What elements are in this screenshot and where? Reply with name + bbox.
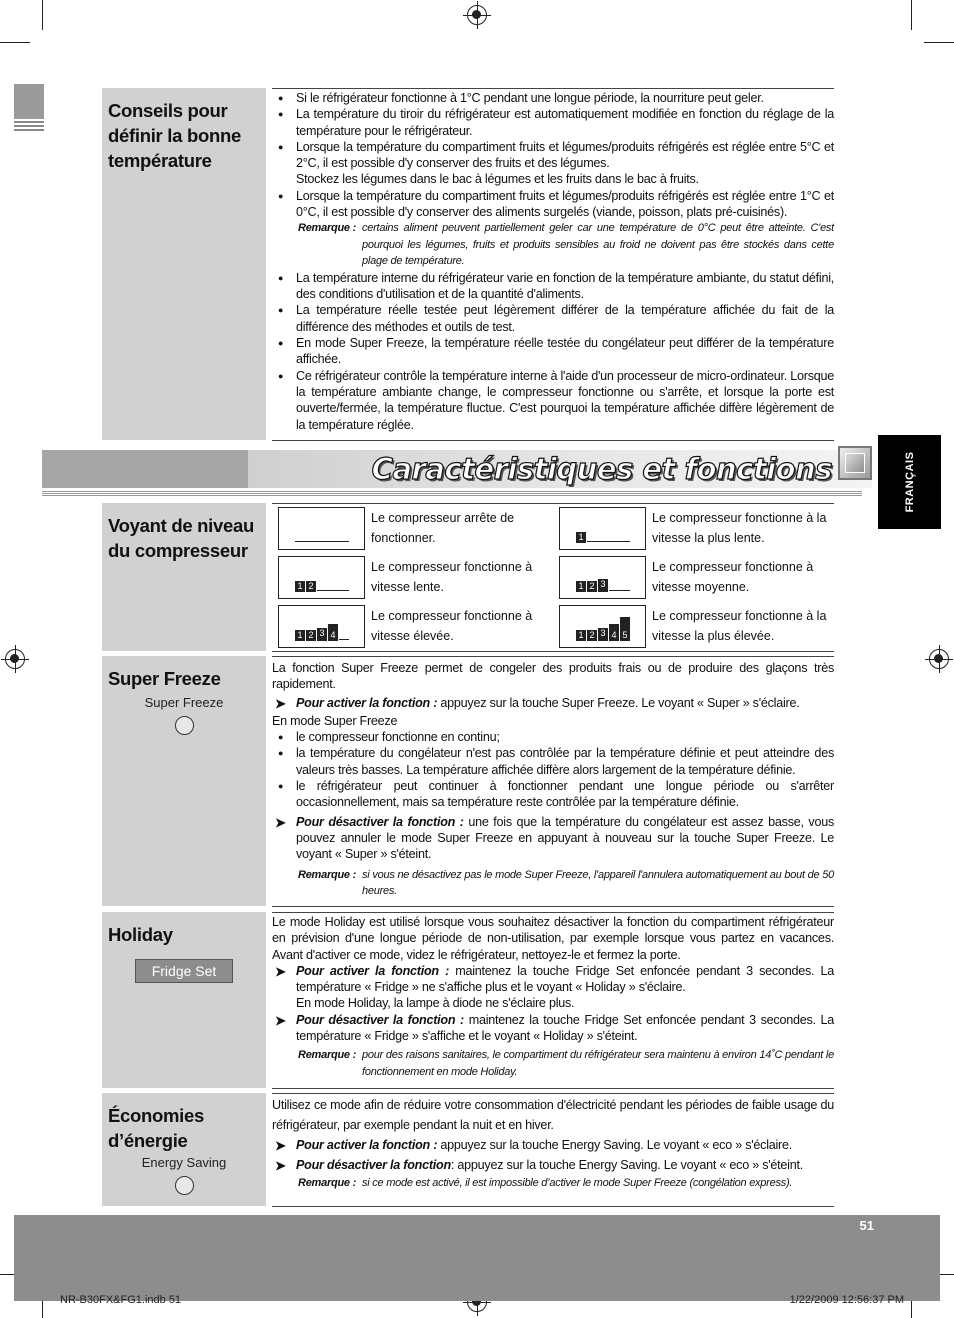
- indicator-baseline: [339, 639, 349, 640]
- indicator-bars: [576, 579, 609, 592]
- remark-label: Remarque :: [298, 1177, 357, 1189]
- voyant-label-box: [102, 503, 266, 651]
- compressor-indicator-3: [559, 556, 646, 599]
- remark-label: Remarque :: [298, 1049, 357, 1062]
- list-item: ● la température du congélateur n'est pas contrôlée par la température définie et peut atteindre des valeurs très basses. La température affichée diffère alors largement de la température définie.: [272, 745, 834, 778]
- list-item: ● La température du tiroir du réfrigérateur est automatiquement modifiée en fonction du réglage de la température pour le réfrigérateur.: [272, 106, 834, 139]
- banner-square-icon: [838, 446, 872, 480]
- level-bar: 2: [587, 630, 597, 641]
- mode-line: En mode Super Freeze: [272, 713, 398, 728]
- list-item: ● Lorsque la température du compartiment fruits et légumes/produits réfrigérés est réglée entre 1°C et 0°C, il est possible d'y conserver des aliments surgelés (viande, poisson, plats pré-cuisinés).: [272, 188, 834, 221]
- remark-text: si ce mode est activé, il est impossible d’activer le mode Super Freeze (congélation express).: [362, 1177, 793, 1189]
- indicator-baseline: [295, 541, 349, 542]
- section-rule: [272, 88, 834, 89]
- arrow-right-icon: ➤: [275, 695, 286, 711]
- economies-label-box: [102, 1093, 266, 1206]
- indicator-text: Le compresseur arrête de fonctionner.: [371, 511, 515, 545]
- economies-intro: Utilisez ce mode afin de réduire votre consommation d'électricité pendant les périodes de faible usage du réfrigérateur, par exemple pendant la nuit et en hiver.: [272, 1098, 834, 1132]
- activate-text: maintenez la touche Fridge Set enfoncée pendant 3 secondes. La température « Fridge » ne s'affiche plus et le voyant « Holiday » s'éclaire.: [296, 963, 834, 995]
- indicator-bars: [295, 624, 339, 641]
- level-bar: 2: [587, 581, 597, 592]
- list-item: ● La température réelle testée peut légèrement différer de la température affichée du fait de la différence des méthodes et outils de test.: [272, 302, 834, 335]
- superfreeze-label-box: [102, 656, 266, 906]
- banner-title: Caractéristiques et fonctions: [371, 452, 832, 486]
- deactivate-text: une fois que la température du congélateur est assez basse, vous pouvez annuler le mode Super Freeze en appuyant à nouveau sur la touche Super Freeze. Le voyant « Super » s'éteint.: [296, 814, 834, 862]
- holiday-intro: Le mode Holiday est utilisé lorsque vous souhaitez désactiver la fonction du compartiment réfrigérateur en prévision d'une longue période de non-utilisation, par exemple lorsque vous partez en vacances. Avant d'activer ce mode, videz le réfrigérateur, nettoyez-le et fermez la porte.: [272, 915, 834, 962]
- level-bar: 2: [306, 630, 316, 641]
- activate-text: appuyez sur la touche Energy Saving. Le voyant « eco » s'éclaire.: [437, 1138, 792, 1152]
- indicator-text: Le compresseur fonctionne à vitesse lente.: [371, 560, 533, 594]
- compressor-indicator-1: [559, 507, 646, 550]
- deactivate-instruction: [272, 1012, 834, 1045]
- conseils-title: Conseils pour définir la bonne température: [108, 100, 241, 171]
- compressor-indicator-0: [278, 507, 365, 550]
- section-rule: [272, 440, 834, 441]
- deactivate-text: maintenez la touche Fridge Set enfoncée pendant 3 secondes. La température « Fridge » s'affiche et le voyant « Holiday » s'éteint.: [296, 1012, 834, 1044]
- economies-title: Économies d’énergie: [108, 1105, 204, 1151]
- conseils-label-box: [102, 88, 266, 440]
- page-number: 51: [859, 1218, 874, 1233]
- language-tab: [878, 435, 941, 529]
- registration-mark-icon: [467, 5, 487, 25]
- superfreeze-title: Super Freeze: [108, 668, 221, 689]
- list-item: [272, 139, 834, 188]
- fridge-set-button[interactable]: Fridge Set: [135, 959, 233, 983]
- deactivate-label: Pour désactiver la fonction: [296, 1158, 451, 1172]
- crop-mark: [911, 0, 912, 30]
- arrow-right-icon: ➤: [275, 1138, 286, 1153]
- economies-content: [272, 1095, 834, 1192]
- arrow-right-icon: ➤: [275, 1158, 286, 1173]
- remark: [272, 220, 834, 270]
- energy-saving-button-label: Energy Saving: [141, 1155, 227, 1170]
- activate-instruction: [272, 1135, 834, 1155]
- list-item: ● En mode Super Freeze, la température réelle testée du congélateur peut différer de la température affichée.: [272, 335, 834, 368]
- list-item: ● La température interne du réfrigérateur varie en fonction de la température ambiante, du statut défini, des conditions d'utilisation et de la quantité d'aliments.: [272, 270, 834, 303]
- holiday-content: [272, 914, 834, 1080]
- section-rule: [272, 656, 834, 657]
- section-rule: [272, 906, 834, 907]
- indicator-text: Le compresseur fonctionne à vitesse moyenne.: [652, 560, 814, 594]
- indicator-text: Le compresseur fonctionne à vitesse élevée.: [371, 609, 533, 643]
- indicator-baseline: [609, 590, 630, 591]
- arrow-right-icon: ➤: [275, 963, 286, 979]
- registration-mark-icon: [5, 649, 25, 669]
- level-bar: 4: [609, 624, 619, 641]
- level-bar: 3: [598, 628, 608, 641]
- deactivate-text: : appuyez sur la touche Energy Saving. Le voyant « eco » s'éteint.: [450, 1158, 803, 1172]
- list-item: ● Ce réfrigérateur contrôle la température interne à l'aide d'un processeur de micro-ordinateur. Lorsque la température ambiante change, le compresseur fonctionne ou s'arrête, et lorsque la porte est ouverte/fermée, la température fluctue. C'est pourquoi la température affichée diffère légèrement de la température réglée.: [272, 368, 834, 433]
- remark-label: Remarque :: [298, 222, 357, 235]
- remark-label: Remarque :: [298, 868, 357, 881]
- activate-text: appuyez sur la touche Super Freeze. Le voyant « Super » s'éclaire.: [437, 695, 800, 710]
- level-bar: 4: [328, 624, 338, 641]
- deactivate-instruction: [272, 814, 834, 863]
- section-rule: [272, 651, 834, 652]
- activate-extra: En mode Holiday, la lampe à diode ne s'éclaire plus.: [296, 996, 575, 1011]
- activate-label: Pour activer la fonction :: [296, 695, 438, 710]
- list-item: ● le réfrigérateur peut continuer à fonctionner pendant une longue période ou s'arrêter occasionnellement, mais sa température reste contrôlée par la température définie.: [272, 778, 834, 811]
- deactivate-label: Pour désactiver la fonction :: [296, 814, 464, 829]
- section-rule: [272, 1093, 834, 1094]
- section-rule: [272, 1088, 834, 1089]
- indicator-baseline: [587, 541, 630, 542]
- footer-bar: [14, 1215, 940, 1301]
- indicator-text: Le compresseur fonctionne à la vitesse la plus élevée.: [652, 609, 827, 643]
- banner-left-block: [42, 450, 248, 488]
- level-bar: 1: [295, 581, 305, 592]
- remark-text: certains aliment peuvent partiellement geler car une température de 0°C peut être atteinte. C'est pourquoi les légumes, fruits et produits sensibles au froid ne doivent pas être stockés dans cette plage de température.: [362, 222, 834, 268]
- arrow-right-icon: ➤: [275, 1012, 286, 1028]
- side-tab-lines: [14, 119, 44, 131]
- crop-mark: [924, 42, 954, 43]
- remark: [272, 867, 834, 900]
- arrow-right-icon: ➤: [275, 814, 286, 830]
- indicator-bars: [295, 581, 317, 592]
- crop-mark: [42, 0, 43, 30]
- list-item: ● le compresseur fonctionne en continu;: [272, 729, 834, 745]
- activate-instruction: [272, 963, 834, 1012]
- footer-date: 1/22/2009 12:56:37 PM: [789, 1294, 904, 1306]
- list-item: ● Si le réfrigérateur fonctionne à 1°C pendant une longue période, la nourriture peut geler.: [272, 90, 834, 106]
- level-bar: 1: [576, 532, 586, 543]
- energy-saving-button[interactable]: [175, 1176, 194, 1195]
- level-bar: 1: [295, 630, 305, 641]
- compressor-indicator-5: [559, 605, 646, 648]
- voyant-title: Voyant de niveau du compresseur: [108, 515, 254, 561]
- remark-text: si vous ne désactivez pas le mode Super Freeze, l'appareil l'annulera automatiquement au bout de 50 heures.: [362, 868, 834, 898]
- remark: [272, 1047, 834, 1080]
- activate-label: Pour activer la fonction :: [296, 963, 450, 978]
- level-bar: 1: [576, 581, 586, 592]
- compressor-indicator-2: [278, 556, 365, 599]
- language-tab-label: FRANÇAIS: [903, 451, 916, 513]
- indicator-bars: [576, 532, 587, 543]
- indicator-text: Le compresseur fonctionne à la vitesse la plus lente.: [652, 511, 827, 545]
- superfreeze-intro: La fonction Super Freeze permet de congeler des produits frais ou de produire des glaçons très rapidement.: [272, 661, 834, 692]
- section-rule: [272, 912, 834, 913]
- section-rule: [272, 503, 834, 504]
- crop-mark: [0, 42, 30, 43]
- level-bar: 3: [598, 579, 608, 592]
- activate-instruction: [272, 695, 834, 711]
- superfreeze-button-label: Super Freeze: [144, 695, 224, 710]
- registration-mark-icon: [929, 649, 949, 669]
- holiday-label-box: [102, 912, 266, 1088]
- level-bar: 5: [620, 617, 630, 641]
- level-bar: 2: [306, 581, 316, 592]
- activate-label: Pour activer la fonction :: [296, 1138, 438, 1152]
- superfreeze-content: [272, 660, 834, 900]
- indicator-baseline: [317, 590, 349, 591]
- deactivate-label: Pour désactiver la fonction :: [296, 1012, 464, 1027]
- footer-file-name: NR-B30FX&FG1.indb 51: [60, 1294, 182, 1306]
- compressor-indicator-4: [278, 605, 365, 648]
- indicator-bars: [576, 617, 631, 641]
- list-item-text: Lorsque la température du compartiment fruits et légumes/produits réfrigérés est réglée entre 5°C et 2°C, il est possible d'y conserver des fruits et des légumes.: [296, 139, 834, 171]
- deactivate-instruction: [272, 1155, 834, 1175]
- superfreeze-button[interactable]: [175, 716, 194, 735]
- remark: [272, 1175, 834, 1192]
- list-item-text: Stockez les légumes dans le bac à légumes et les fruits dans le bac à fruits.: [296, 172, 699, 187]
- holiday-title: Holiday: [108, 924, 173, 945]
- remark-text: pour des raisons sanitaires, le compartiment du réfrigérateur sera maintenu à environ 14˚C pendant le fonctionnement en mode Holiday.: [362, 1049, 834, 1078]
- conseils-content: [272, 90, 834, 433]
- level-bar: 1: [576, 630, 586, 641]
- banner-underline: [42, 490, 862, 496]
- section-rule: [272, 1206, 834, 1207]
- level-bar: 3: [317, 628, 327, 641]
